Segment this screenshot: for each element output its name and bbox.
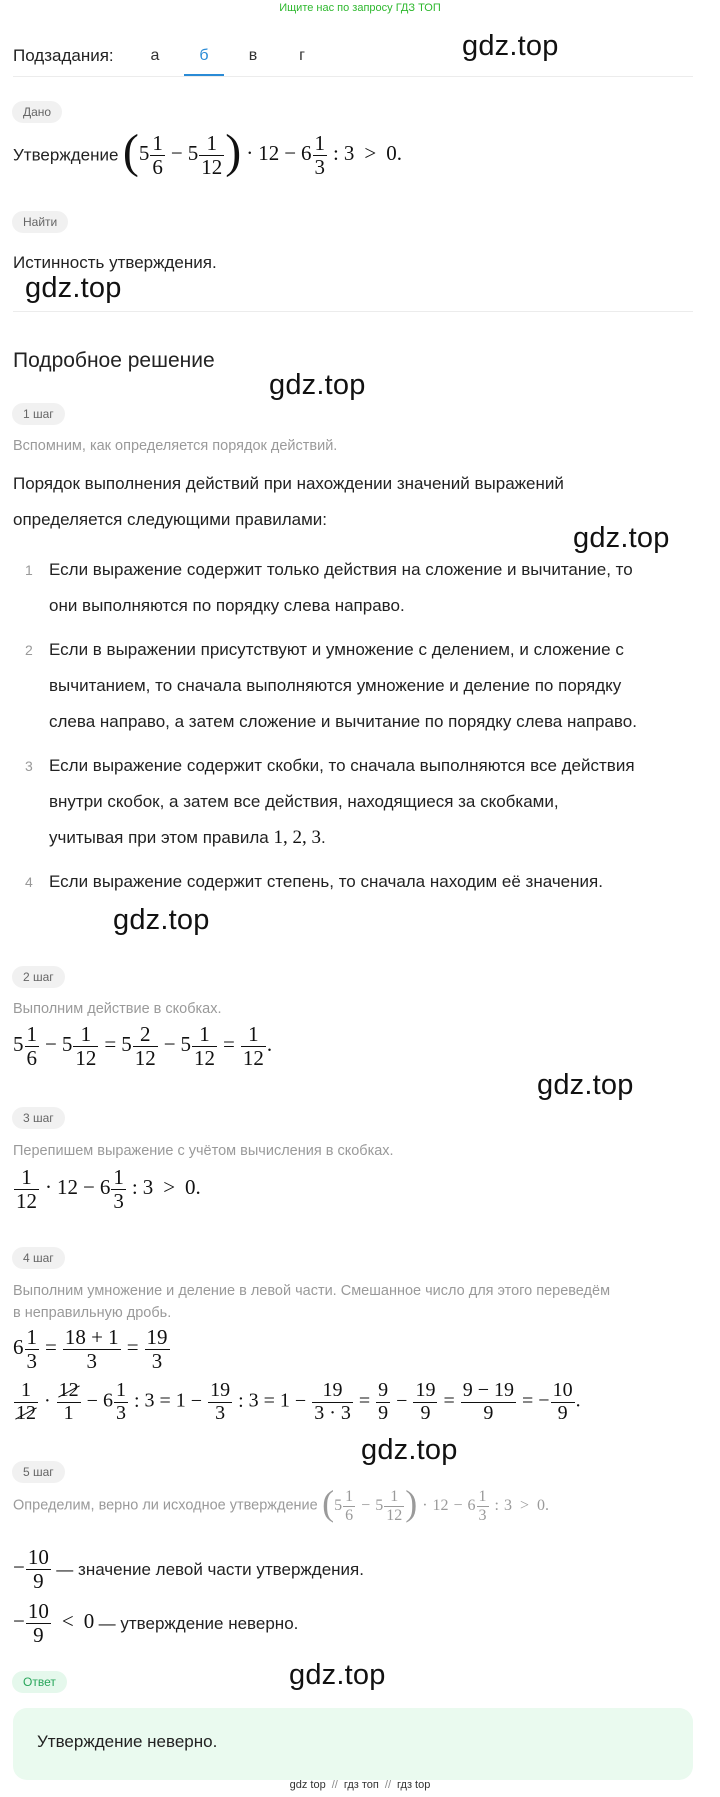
step4-badge: 4 шаг	[12, 1247, 65, 1269]
step5-hint-expression: (5 $\frac{1}{6}$ − 5 $\frac{1}{12}$ ) · 12 − 6 $\frac{1}{3}$ : 3 > 0.	[322, 1483, 550, 1524]
answer-box	[13, 1708, 693, 1780]
watermark: gdz.top	[25, 272, 122, 304]
tab-subtask-v[interactable]: в	[248, 47, 258, 64]
step4-hint-line2: в неправильную дробь.	[13, 1305, 172, 1321]
step5-hint: Определим, верно ли исходное утверждение	[13, 1497, 318, 1514]
watermark: gdz.top	[361, 1434, 458, 1466]
step3-badge: 3 шаг	[12, 1107, 65, 1129]
watermark: gdz.top	[289, 1659, 386, 1691]
step4-hint-line1: Выполним умножение и деление в левой части. Смешанное число для этого переведём	[13, 1283, 611, 1299]
solution-title: Подробное решение	[13, 349, 215, 372]
step5-badge: 5 шаг	[12, 1461, 65, 1483]
watermark: gdz.top	[537, 1069, 634, 1101]
subtasks-bar	[13, 42, 693, 77]
list-item: 4 Если выражение содержит степень, то сначала находим её значения.	[25, 872, 603, 891]
given-statement	[13, 125, 402, 179]
step1-badge: 1 шаг	[12, 403, 65, 425]
footer-links: gdz top // гдз топ // гдз top	[289, 1779, 431, 1791]
rules-list	[25, 552, 695, 908]
footer-link[interactable]: гдз топ	[343, 1779, 379, 1791]
answer-badge: Ответ	[12, 1671, 67, 1693]
step4-equation-2: $\frac{1}{12}$ · $\frac{12}{1}$ − 6 $\frac{1}{3}$ : 3 = 1 − $\frac{19}{3}$ : 3 = 1 − $\frac{19}{3 \cdot 3}$ = $\frac{9}{9}$ − $\frac{19}{9}$ = $\frac{9 - 19}{9}$ = − $\frac{10}{9}$ .	[16, 1379, 581, 1424]
step1-intro-line1: Порядок выполнения действий при нахождении значений выражений	[13, 474, 564, 493]
list-item: 1 Если выражение содержит только действия на сложение и вычитание, то они выполняются по порядку слева направо.	[25, 560, 633, 615]
step1-intro-line2: определяется следующими правилами:	[13, 510, 328, 529]
find-badge: Найти	[12, 211, 68, 233]
step1-hint: Вспомним, как определяется порядок действий.	[13, 438, 338, 454]
tab-subtask-b[interactable]: б	[184, 47, 224, 65]
find-text: Истинность утверждения.	[13, 253, 217, 272]
list-item: 2 Если в выражении присутствуют и умножение с делением, и сложение с вычитанием, то сначала выполняются умножение и деление по порядку слева направо, а затем сложение и вычитание по порядку слева направо.	[25, 640, 637, 731]
step2-badge: 2 шаг	[12, 966, 65, 988]
tab-subtask-a[interactable]: а	[150, 47, 160, 64]
top-banner: Ищите нас по запросу ГДЗ ТОП	[279, 2, 441, 14]
tab-subtask-g[interactable]: г	[299, 47, 305, 64]
step3-equation: $\frac{1}{12}$ · 12 − 6 $\frac{1}{3}$ : 3 > 0.	[16, 1165, 201, 1213]
step5-hint-line	[13, 1483, 550, 1524]
statement-word: Утверждение	[13, 145, 119, 165]
list-item: 3 Если выражение содержит скобки, то сначала выполняются все действия внутри скобок, а затем все действия, находящиеся за скобками, учитывая при этом правила 1, 2, 3.	[25, 756, 635, 848]
step3-hint: Перепишем выражение с учётом вычисления в скобках.	[13, 1143, 394, 1159]
step5-line1: − $\frac{10}{9}$ — значение левой части утверждения.	[13, 1545, 364, 1593]
footer-link[interactable]: gdz top	[289, 1779, 326, 1791]
watermark: gdz.top	[462, 30, 559, 62]
given-badge: Дано	[12, 101, 62, 123]
subtasks-label: Подзадания:	[13, 46, 114, 65]
footer-link[interactable]: гдз top	[397, 1779, 431, 1791]
step4-equation-1: 6 $\frac{1}{3}$ = $\frac{18 + 1}{3}$ = $\frac{19}{3}$	[13, 1325, 168, 1373]
answer-text: Утверждение неверно.	[37, 1732, 218, 1751]
watermark: gdz.top	[113, 904, 210, 936]
watermark: gdz.top	[573, 522, 670, 554]
step5-line2: − $\frac{10}{9}$ < 0 — утверждение неверно.	[13, 1599, 299, 1647]
divider	[13, 311, 693, 312]
step2-equation: 5 $\frac{1}{6}$ − 5 $\frac{1}{12}$ = 5 $\frac{2}{12}$ − 5 $\frac{1}{12}$ = $\frac{1}{12}$ .	[13, 1022, 273, 1070]
step2-hint: Выполним действие в скобках.	[13, 1001, 222, 1017]
watermark: gdz.top	[269, 369, 366, 401]
given-expression: (5 $\frac{1}{6}$ − 5 $\frac{1}{12}$ ) · 12 − 6 $\frac{1}{3}$ : 3 > 0.	[122, 125, 402, 179]
